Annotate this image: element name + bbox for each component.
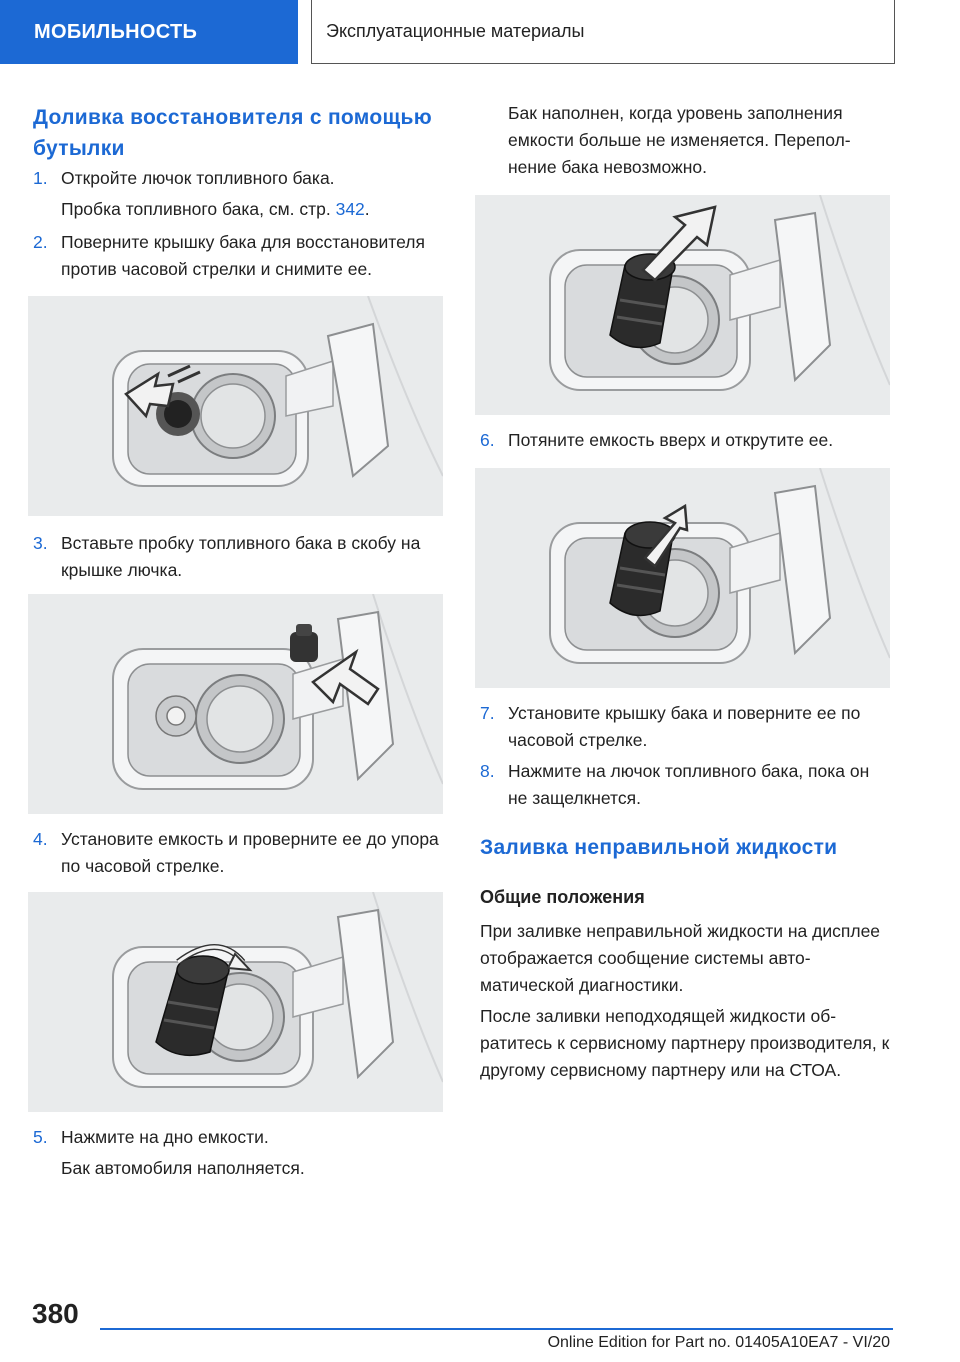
- intro-paragraph: Бак наполнен, когда уровень заполнения емкости больше не изменяется. Переполнение бака невозможно.: [508, 103, 851, 177]
- step-text: Поверните крышку бака для восстановителя против часовой стрелки и снимите ее.: [61, 232, 425, 279]
- step-number: 2.: [33, 232, 48, 252]
- figure-remove-container: [475, 468, 890, 688]
- figure-press-container: [475, 195, 890, 415]
- step-text: Вставьте пробку топливного бака в скобу на крышке лючка.: [61, 533, 421, 580]
- step-8: [480, 758, 892, 812]
- step-number: 5.: [33, 1127, 48, 1147]
- step-number: 4.: [33, 829, 48, 849]
- figure-insert-cap: [28, 594, 443, 814]
- step-4: [33, 826, 443, 880]
- section-heading: Доливка восстановителя с помощью бутылки: [33, 106, 432, 160]
- page-number: 380: [32, 1298, 79, 1329]
- paragraph-service-partner: После заливки неподходящей жидкости обратитесь к сервисному партнеру производителя, к другому сервисному партнеру или на СТОА.: [480, 1006, 890, 1080]
- page-link[interactable]: 342: [335, 199, 365, 219]
- step-2: [33, 229, 448, 283]
- note-text: Пробка топливного бака, см. стр.: [61, 199, 336, 219]
- step-6: [480, 427, 892, 454]
- step-7: [480, 700, 892, 754]
- figure-install-container: [28, 892, 443, 1112]
- step-1: [33, 165, 443, 192]
- step-number: 8.: [480, 761, 495, 781]
- chapter-title: Эксплуатационные материалы: [311, 0, 895, 64]
- figure-remove-cap: [28, 296, 443, 516]
- step-text: Установите емкость и проверните ее до упора по часовой стрелке.: [61, 829, 439, 876]
- section-heading-wrong-fluid: Заливка неправильной жидкости: [480, 836, 838, 859]
- subheading-general: Общие положения: [480, 887, 645, 907]
- section-tab: МОБИЛЬНОСТЬ: [0, 0, 298, 64]
- step-text: Нажмите на дно емкости.: [61, 1127, 269, 1147]
- step-text: Нажмите на лючок топливного бака, пока он не защелкнется.: [508, 761, 870, 808]
- step-text: Откройте лючок топливного бака.: [61, 168, 335, 188]
- footer-edition: Online Edition for Part no. 01405A10EA7 - VI/20: [547, 1334, 890, 1351]
- step-5-note: Бак автомобиля наполняется.: [61, 1158, 305, 1178]
- note-end: .: [364, 199, 370, 219]
- step-3: [33, 530, 443, 584]
- step-number: 6.: [480, 430, 495, 450]
- paragraph-display-message: При заливке неправильной жидкости на дисплее отображается сообщение системы автоматической диагностики.: [480, 921, 881, 995]
- step-5: [33, 1124, 443, 1151]
- step-number: 1.: [33, 168, 48, 188]
- step-number: 7.: [480, 703, 495, 723]
- step-text: Потяните емкость вверх и открутите ее.: [508, 430, 834, 450]
- step-number: 3.: [33, 533, 48, 553]
- step-text: Установите крышку бака и поверните ее по часовой стрелке.: [508, 703, 861, 750]
- step-1-note: [61, 196, 443, 223]
- footer-divider: [100, 1328, 893, 1330]
